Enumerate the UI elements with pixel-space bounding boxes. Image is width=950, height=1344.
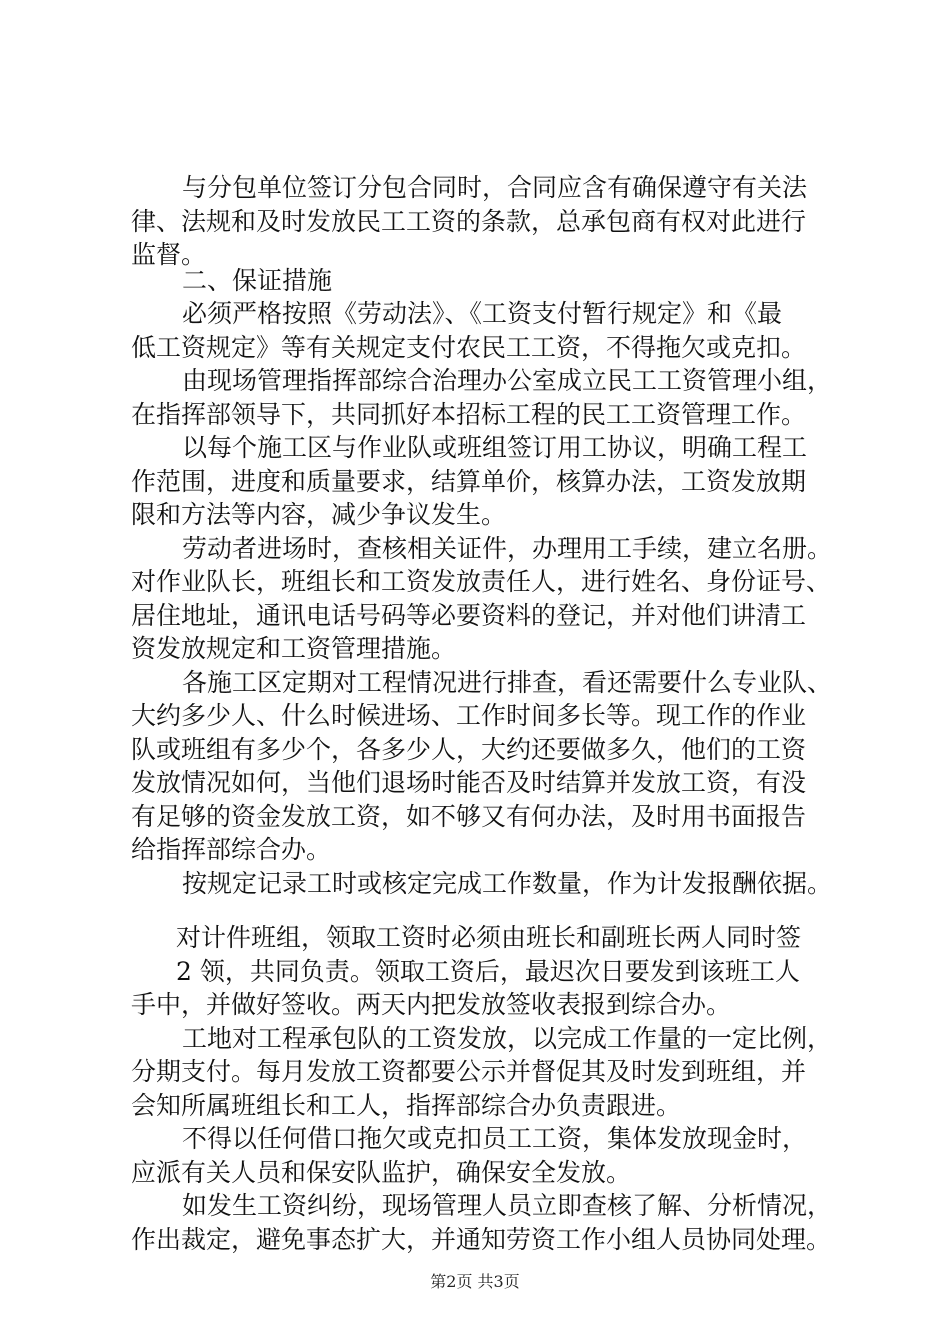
- text-line: 分期支付。每月发放工资都要公示并督促其及时发到班组，并: [131, 1057, 807, 1086]
- text-line: 不得以任何借口拖欠或克扣员工工资，集体发放现金时，: [182, 1124, 808, 1153]
- text-line: 发放情况如何，当他们退场时能否及时结算并发放工资，有没: [131, 768, 807, 797]
- text-line: 劳动者进场时，查核相关证件，办理用工手续，建立名册。: [182, 534, 833, 563]
- text-line: 由现场管理指挥部综合治理办公室成立民工工资管理小组，: [182, 366, 833, 395]
- text-line: 监督。: [131, 240, 207, 269]
- text-line: 作范围，进度和质量要求，结算单价，核算办法，工资发放期: [131, 467, 807, 496]
- section-heading: 二、保证措施: [182, 266, 333, 295]
- text-line: 对作业队长，班组长和工资发放责任人，进行姓名、身份证号、: [131, 567, 832, 596]
- text-line: 按规定记录工时或核定完成工作数量，作为计发报酬依据。: [182, 869, 833, 898]
- text-line: 队或班组有多少个，各多少人，大约还要做多久，他们的工资: [131, 735, 807, 764]
- text-line: 必须严格按照《劳动法》、《工资支付暂行规定》和《最: [182, 299, 783, 328]
- text-line: 会知所属班组长和工人，指挥部综合办负责跟进。: [131, 1091, 682, 1120]
- text-line: 律、法规和及时发放民工工资的条款，总承包商有权对此进行: [131, 207, 807, 236]
- text-line: 资发放规定和工资管理措施。: [131, 634, 457, 663]
- text-line: 工地对工程承包队的工资发放，以完成工作量的一定比例，: [182, 1024, 833, 1053]
- text-line: 对计件班组，领取工资时必须由班长和副班长两人同时签: [176, 923, 802, 952]
- text-line: 大约多少人、什么时候进场、工作时间多长等。现工作的作业: [131, 701, 807, 730]
- text-line: 作出裁定，避免事态扩大，并通知劳资工作小组人员协同处理。: [131, 1225, 832, 1254]
- text-line: 有足够的资金发放工资，如不够又有何办法，及时用书面报告: [131, 802, 807, 831]
- text-line: 限和方法等内容，减少争议发生。: [131, 500, 507, 529]
- text-line: 在指挥部领导下，共同抓好本招标工程的民工工资管理工作。: [131, 400, 807, 429]
- text-line: 应派有关人员和保安队监护，确保安全发放。: [131, 1158, 632, 1187]
- text-line: 给指挥部综合办。: [131, 835, 332, 864]
- text-line: 低工资规定》等有关规定支付农民工工资，不得拖欠或克扣。: [131, 333, 807, 362]
- text-line: 与分包单位签订分包合同时，合同应含有确保遵守有关法: [182, 173, 808, 202]
- text-line: 居住地址，通讯电话号码等必要资料的登记，并对他们讲清工: [131, 601, 807, 630]
- text-line: 手中，并做好签收。两天内把发放签收表报到综合办。: [131, 990, 732, 1019]
- text-line: 2 领，共同负责。领取工资后，最迟次日要发到该班工人: [176, 957, 800, 986]
- text-line: 如发生工资纠纷，现场管理人员立即查核了解、分析情况，: [182, 1191, 833, 1220]
- text-line: 以每个施工区与作业队或班组签订用工协议，明确工程工: [182, 433, 808, 462]
- page-footer: 第2页 共3页: [430, 1272, 520, 1291]
- text-line: 各施工区定期对工程情况进行排查，看还需要什么专业队、: [182, 668, 833, 697]
